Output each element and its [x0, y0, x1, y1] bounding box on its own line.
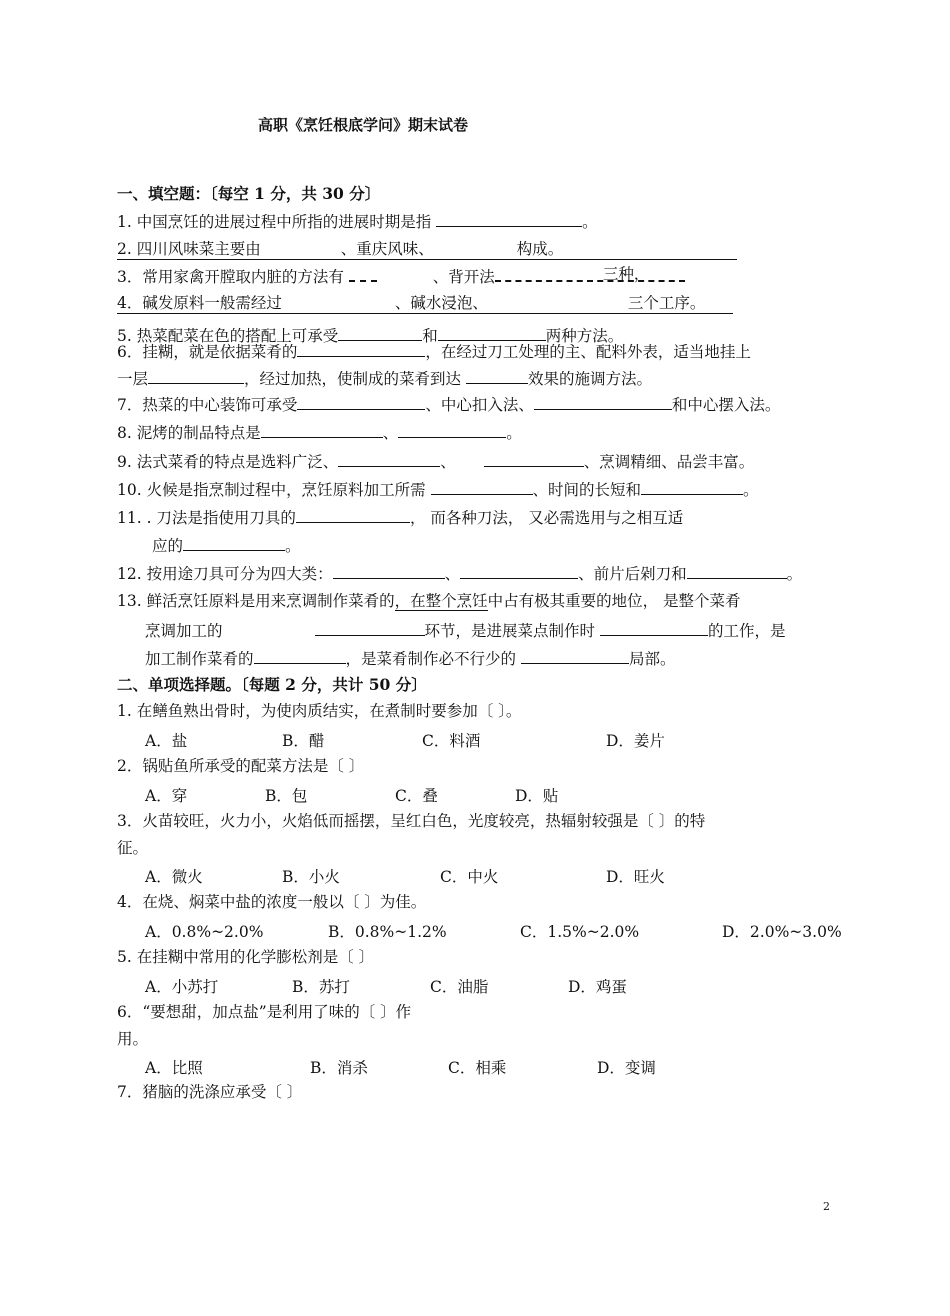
page-title: 高职《烹饪根底学问》期末试卷	[258, 116, 469, 134]
fill-question-6-cont	[117, 367, 652, 389]
answer-blank[interactable]	[261, 421, 383, 438]
answer-blank[interactable]	[297, 393, 425, 410]
question-text: 、	[444, 565, 461, 583]
option-d[interactable]: D．鸡蛋	[568, 978, 627, 996]
answer-blank[interactable]	[641, 478, 743, 495]
answer-blank[interactable]	[297, 340, 425, 357]
question-text: 。	[506, 424, 522, 442]
question-text: 13. 鲜活烹饪原料是用来烹调制作菜肴的	[117, 592, 395, 610]
question-text: 构成。	[516, 240, 564, 258]
option-b[interactable]: B．消杀	[310, 1059, 368, 1077]
question-text: 局部。	[628, 650, 676, 668]
question-text: ，在整个烹饪	[394, 592, 488, 610]
fill-question-11-cont	[152, 534, 301, 556]
question-text: 应的	[152, 537, 184, 555]
answer-blank[interactable]	[431, 478, 533, 495]
question-text: 烹调加工的	[145, 622, 223, 640]
option-a[interactable]: A．穿	[145, 787, 188, 805]
answer-blank[interactable]	[296, 506, 410, 523]
fill-question-12	[117, 562, 802, 584]
option-d[interactable]: D．旺火	[606, 868, 665, 886]
choice-question-2: 2．锅贴鱼所承受的配菜方法是〔 〕	[117, 757, 365, 775]
answer-blank[interactable]	[349, 264, 377, 282]
answer-blank[interactable]	[460, 562, 578, 579]
option-d[interactable]: D．2.0%~3.0%	[722, 923, 842, 941]
answer-blank[interactable]	[436, 210, 582, 227]
question-text: 4．碱发原料一般需经过	[117, 294, 282, 312]
question-text: 环节，是进展菜点制作时	[424, 622, 600, 640]
choice-question-6: 6．“要想甜，加点盐”是利用了味的〔 〕作	[117, 1003, 412, 1021]
question-text: 。	[285, 537, 301, 555]
option-a[interactable]: A．0.8%~2.0%	[145, 923, 264, 941]
question-text: ， 而各种刀法， 又必需选用与之相互适	[409, 509, 684, 527]
answer-blank[interactable]	[495, 264, 685, 282]
option-b[interactable]: B．0.8%~1.2%	[328, 923, 447, 941]
section2-heading: 二、单项选择题。〔每题 2 分，共计 50 分〕	[117, 675, 427, 694]
question-text: 。	[786, 565, 803, 583]
choice-question-7: 7．猪脑的洗涤应承受〔 〕	[117, 1083, 303, 1101]
option-a[interactable]: A．盐	[145, 732, 188, 750]
question-text: 加工制作菜肴的	[145, 650, 254, 668]
question-text: 12. 按用途刀具可分为四大类：	[117, 565, 333, 583]
option-d[interactable]: D．贴	[515, 787, 559, 805]
question-text: 、重庆风味、	[340, 240, 434, 258]
answer-blank[interactable]	[466, 367, 528, 384]
question-text: 1. 中国烹饪的进展过程中所指的进展时期是指	[117, 213, 437, 231]
option-a[interactable]: A．比照	[145, 1059, 203, 1077]
question-text: ，是菜肴制作必不行少的	[345, 650, 521, 668]
option-a[interactable]: A．微火	[145, 868, 203, 886]
answer-blank[interactable]	[687, 562, 787, 579]
option-c[interactable]: C．油脂	[430, 978, 489, 996]
option-b[interactable]: B．醋	[282, 732, 325, 750]
question-text: 中占有极其重要的地位， 是整个菜肴	[487, 592, 741, 610]
answer-blank[interactable]	[315, 619, 425, 636]
question-text: 2. 四川风味菜主要由	[117, 240, 261, 258]
option-b[interactable]: B．包	[265, 787, 308, 805]
question-text: 8. 泥烤的制品特点是	[117, 424, 261, 442]
page-number: 2	[823, 1200, 830, 1213]
fill-question-9	[117, 450, 754, 472]
question-text: 三种，	[602, 265, 650, 283]
question-text: 10. 火候是指烹制过程中，烹饪原料加工所需	[117, 481, 431, 499]
option-c[interactable]: C．相乘	[448, 1059, 507, 1077]
question-text: 5. 热菜配菜在色的搭配上可承受	[117, 327, 339, 345]
answer-blank[interactable]	[398, 421, 506, 438]
question-text: ，在经过刀工处理的主、配料外表，适当地挂上	[425, 343, 751, 361]
fill-question-13	[117, 591, 741, 611]
question-text: 7．热菜的中心装饰可承受	[117, 396, 298, 414]
option-c[interactable]: C．叠	[395, 787, 438, 805]
question-text: 6．挂糊，就是依据菜肴的	[117, 343, 298, 361]
answer-blank[interactable]	[254, 647, 346, 664]
fill-question-1	[117, 210, 598, 232]
choice-question-3: 3．火苗较旺，火力小，火焰低而摇摆，呈红白色，光度较亮，热辐射较强是〔 〕的特	[117, 812, 706, 830]
fill-question-13-cont	[145, 619, 785, 641]
answer-blank[interactable]	[534, 393, 672, 410]
question-text: 、前片后剁刀和	[578, 565, 687, 583]
section1-heading: 一、填空题：〔每空 1 分，共 30 分〕	[117, 184, 381, 203]
fill-question-11	[117, 506, 683, 528]
question-text: 、	[382, 424, 399, 442]
option-c[interactable]: C．料酒	[422, 732, 481, 750]
question-text: 和中心摆入法。	[671, 396, 781, 414]
answer-blank[interactable]	[333, 562, 445, 579]
question-text: 三个工序。	[627, 294, 706, 312]
fill-question-6	[117, 340, 751, 362]
choice-question-1: 1. 在鳝鱼熟出骨时，为使肉质结实，在煮制时要参加〔 〕。	[117, 702, 522, 720]
fill-question-3	[117, 264, 685, 287]
question-text: 、时间的长短和	[532, 481, 642, 499]
fill-question-13-cont2	[145, 647, 675, 669]
question-text: 和	[422, 327, 438, 345]
question-text: 、烹调精细、品尝丰富。	[583, 453, 755, 471]
fill-question-8	[117, 421, 522, 443]
answer-blank[interactable]	[438, 324, 546, 341]
option-c[interactable]: C．1.5%~2.0%	[520, 923, 640, 941]
question-text: 、	[440, 453, 456, 471]
fill-question-10	[117, 478, 759, 500]
question-text: 、中心扣入法、	[425, 396, 534, 414]
answer-blank[interactable]	[183, 534, 285, 551]
answer-blank[interactable]	[338, 324, 422, 341]
question-text: 两种方法。	[545, 327, 624, 345]
option-a[interactable]: A．小苏打	[145, 978, 219, 996]
question-text: 的工作，是	[707, 622, 786, 640]
answer-blank[interactable]	[600, 619, 708, 636]
question-text: 、碱水浸泡、	[394, 294, 488, 312]
fill-question-7	[117, 393, 780, 415]
option-b[interactable]: B．小火	[282, 868, 340, 886]
answer-blank[interactable]	[148, 367, 244, 384]
question-text: 3．常用家禽开膛取内脏的方法有	[117, 268, 349, 286]
question-text: ，经过加热，使制成的菜肴到达	[244, 370, 466, 388]
question-text: 一层	[117, 370, 149, 388]
choice-question-6-cont: 用。	[117, 1030, 149, 1048]
choice-question-5: 5. 在挂糊中常用的化学膨松剂是〔 〕	[117, 948, 375, 966]
question-text: 。	[582, 213, 598, 231]
choice-question-4: 4．在烧、焖菜中盐的浓度一般以〔 〕为佳。	[117, 893, 427, 911]
question-text: 、背开法	[432, 268, 495, 286]
question-text: 9. 法式菜肴的特点是选料广泛、	[117, 453, 339, 471]
question-text: 。	[743, 481, 759, 499]
option-c[interactable]: C．中火	[440, 868, 499, 886]
option-d[interactable]: D．变调	[597, 1059, 656, 1077]
fill-question-4	[117, 293, 733, 314]
answer-blank[interactable]	[521, 647, 629, 664]
answer-blank[interactable]	[484, 450, 584, 467]
answer-blank[interactable]	[338, 450, 440, 467]
option-d[interactable]: D．姜片	[606, 732, 665, 750]
option-b[interactable]: B．苏打	[292, 978, 350, 996]
choice-question-3-cont: 征。	[117, 839, 149, 857]
fill-question-2	[117, 239, 737, 260]
question-text: 11. . 刀法是指使用刀具的	[117, 509, 296, 527]
question-text: 效果的施调方法。	[527, 370, 652, 388]
